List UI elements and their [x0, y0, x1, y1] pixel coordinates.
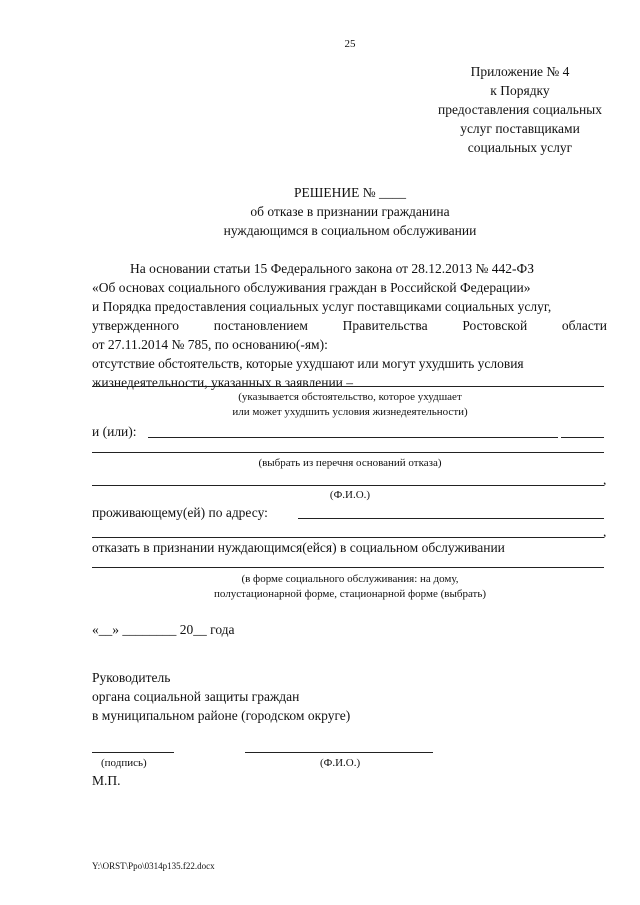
- paragraph-2-line-1: отсутствие обстоятельств, которые ухудшают или могут ухудшить условия: [92, 356, 524, 371]
- and-or-field-line[interactable]: [148, 437, 558, 438]
- signature-hint: (подпись): [101, 757, 147, 769]
- signatory-fio-field-line[interactable]: [245, 752, 433, 753]
- date-field[interactable]: «__» ________ 20__ года: [92, 622, 235, 637]
- paragraph-1-line-3: и Порядка предоставления социальных услуг поставщиками социальных услуг,: [92, 299, 552, 314]
- signatory-line-1: Руководитель: [92, 670, 171, 685]
- word: области: [561, 318, 607, 333]
- paragraph-1-line-5: от 27.11.2014 № 785, по основанию(-ям):: [92, 337, 328, 352]
- word: утвержденного: [92, 318, 180, 333]
- fio-hint: (Ф.И.О.): [329, 489, 371, 501]
- service-form-hint-1: (в форме социального обслуживания: на дому,: [241, 573, 459, 585]
- address-comma: ,: [603, 524, 607, 539]
- paragraph-1-line-1: На основании статьи 15 Федерального закона от 28.12.2013 № 442-ФЗ: [130, 261, 534, 276]
- refusal-reason-hint: (выбрать из перечня оснований отказа): [258, 457, 442, 469]
- refuse-text: отказать в признании нуждающимся(ейся) в социальном обслуживании: [92, 540, 505, 555]
- word: Правительства: [342, 318, 428, 333]
- refusal-reason-field-line[interactable]: [92, 452, 604, 453]
- signatory-line-2: органа социальной защиты граждан: [92, 689, 300, 704]
- page-number: 25: [344, 38, 356, 50]
- title-line-1: РЕШЕНИЕ № ____: [294, 185, 406, 200]
- circumstance-hint-2: или может ухудшить условия жизнедеятельности): [232, 406, 468, 418]
- annex-line-4: услуг поставщиками: [460, 121, 580, 136]
- signatory-fio-hint: (Ф.И.О.): [320, 757, 361, 769]
- address-label: проживающему(ей) по адресу:: [92, 505, 268, 520]
- file-path-footer: Y:\ORST\Ppo\0314p135.f22.docx: [92, 861, 215, 871]
- paragraph-1-line-2: «Об основах социального обслуживания граждан в Российской Федерации»: [92, 280, 531, 295]
- title-line-3: нуждающимся в социальном обслуживании: [223, 223, 477, 238]
- paragraph-2-line-2: жизнедеятельности, указанных в заявлении –: [92, 375, 354, 390]
- circumstance-field-line[interactable]: [92, 386, 604, 387]
- circumstance-hint-1: (указывается обстоятельство, которое ухудшает: [238, 391, 462, 403]
- annex-line-1: Приложение № 4: [470, 64, 570, 79]
- and-or-field-line-end[interactable]: [561, 437, 604, 438]
- fio-comma: ,: [603, 472, 607, 487]
- fio-field-line[interactable]: [92, 485, 604, 486]
- address-field-line-2[interactable]: [92, 537, 604, 538]
- signatory-line-3: в муниципальном районе (городском округе): [92, 708, 351, 723]
- title-line-2: об отказе в признании гражданина: [250, 204, 450, 219]
- word: постановлением: [213, 318, 308, 333]
- stamp-placeholder: М.П.: [92, 773, 121, 788]
- annex-line-5: социальных услуг: [467, 140, 573, 155]
- paragraph-1-line-4: [92, 318, 607, 334]
- and-or-label: и (или):: [92, 424, 137, 439]
- word: Ростовской: [462, 318, 528, 333]
- address-field-line[interactable]: [298, 518, 604, 519]
- signature-field-line[interactable]: [92, 752, 174, 753]
- annex-line-3: предоставления социальных: [438, 102, 602, 117]
- service-form-field-line[interactable]: [92, 567, 604, 568]
- annex-line-2: к Порядку: [490, 83, 550, 98]
- service-form-hint-2: полустационарной форме, стационарной форме (выбрать): [213, 588, 487, 600]
